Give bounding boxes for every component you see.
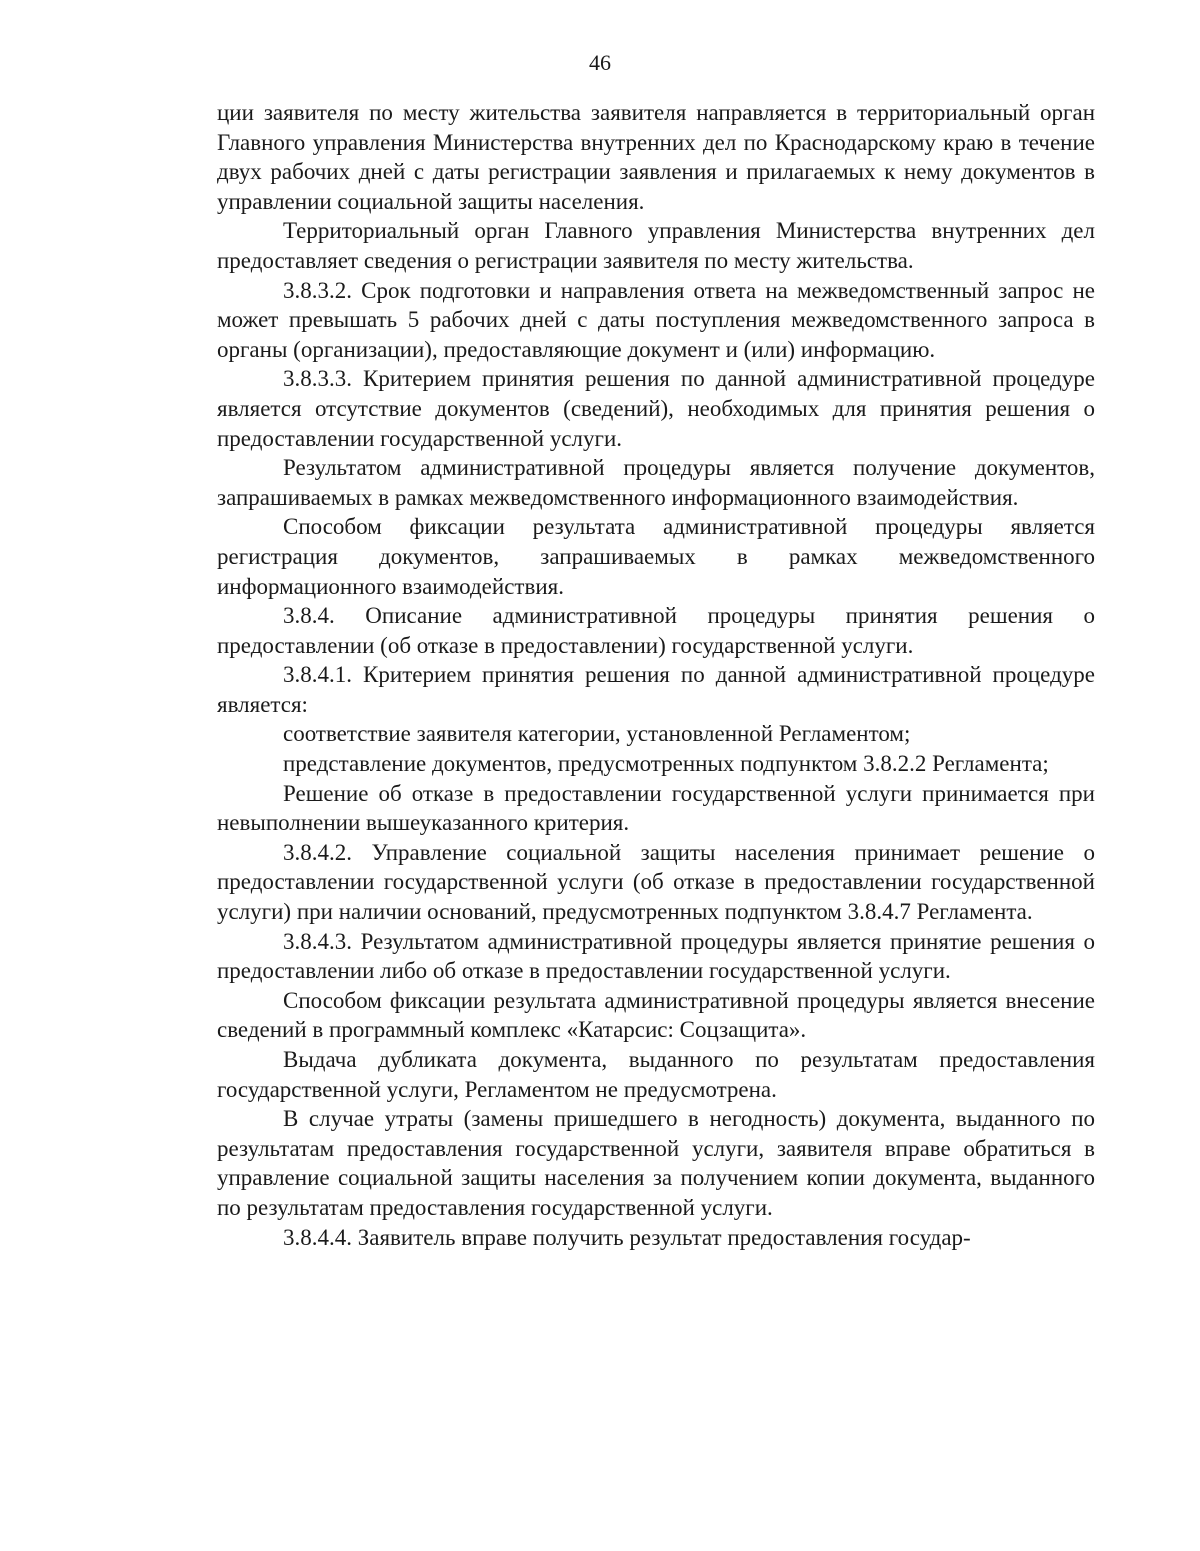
paragraph: Способом фиксации результата административной процедуры является внесение сведений в программный комплекс «Катарсис: Соцзащита». bbox=[217, 987, 1095, 1043]
paragraph-continuation: ции заявителя по месту жительства заявителя направляется в территориальный орган Главного управления Министерства внутренних дел по Краснодарскому краю в течение двух рабочих дней с даты регистрации заявления и прилагаемых к нему документов в управлении социальной защиты населения. bbox=[217, 100, 1095, 214]
paragraph-3-8-4-1: 3.8.4.1. Критерием принятия решения по данной административной процедуре является: bbox=[217, 662, 1095, 717]
paragraph: В случае утраты (замены пришедшего в негодность) документа, выданного по результатам предоставления государственной услуги, заявителя вправе обратиться в управление социальной защиты населения за получением копии документа, выданного по результатам предоставления государственной услуги. bbox=[217, 1106, 1095, 1220]
list-item: представление документов, предусмотренных подпунктом 3.8.2.2 Регламента; bbox=[283, 751, 1049, 777]
paragraph-3-8-4: 3.8.4. Описание административной процедуры принятия решения о предоставлении (об отказе в предоставлении) государственной услуги. bbox=[217, 603, 1095, 658]
page-number: 46 bbox=[589, 50, 611, 75]
paragraph-3-8-4-3: 3.8.4.3. Результатом административной процедуры является принятие решения о предоставлении либо об отказе в предоставлении государственной услуги. bbox=[217, 928, 1095, 984]
paragraph-3-8-3-2: 3.8.3.2. Срок подготовки и направления ответа на межведомственный запрос не может превышать 5 рабочих дней с даты поступления межведомственного запроса в органы (организации), предоставляющие документ и (или) информацию. bbox=[217, 277, 1095, 362]
document-body bbox=[217, 98, 1095, 1252]
paragraph-3-8-4-2: 3.8.4.2. Управление социальной защиты населения принимает решение о предоставлении государственной услуги (об отказе в предоставлении государственной услуги) при наличии оснований, предусмотренных подпунктом 3.8.4.7 Регламента. bbox=[217, 839, 1095, 925]
list-item: соответствие заявителя категории, установленной Регламентом; bbox=[283, 721, 911, 747]
paragraph: Территориальный орган Главного управления Министерства внутренних дел предоставляет сведения о регистрации заявителя по месту жительства. bbox=[217, 218, 1095, 273]
paragraph-3-8-3-3: 3.8.3.3. Критерием принятия решения по данной административной процедуре является отсутствие документов (сведений), необходимых для принятия решения о предоставлении государственной услуги. bbox=[217, 366, 1095, 451]
paragraph: Решение об отказе в предоставлении государственной услуги принимается при невыполнении вышеуказанного критерия. bbox=[217, 780, 1095, 836]
paragraph: Результатом административной процедуры является получение документов, запрашиваемых в рамках межведомственного информационного взаимодействия. bbox=[217, 455, 1095, 510]
paragraph: Выдача дубликата документа, выданного по результатам предоставления государственной услуги, Регламентом не предусмотрена. bbox=[217, 1047, 1095, 1102]
paragraph-3-8-4-4: 3.8.4.4. Заявитель вправе получить результат предоставления государ- bbox=[283, 1224, 971, 1250]
paragraph: Способом фиксации результата административной процедуры является регистрация документов, запрашиваемых в рамках межведомственного информационного взаимодействия. bbox=[217, 514, 1095, 599]
